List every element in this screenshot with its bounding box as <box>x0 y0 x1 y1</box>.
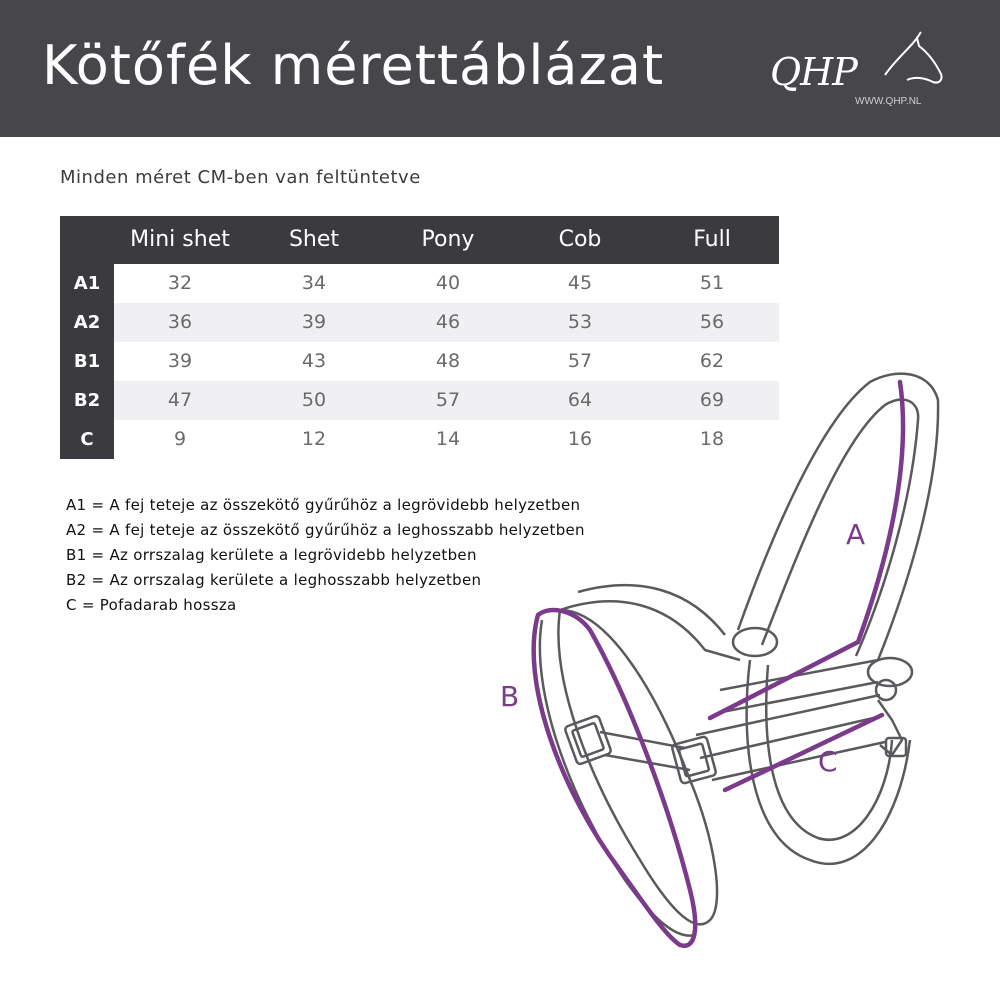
halter-diagram-icon <box>500 360 960 960</box>
column-header-pony: Pony <box>421 227 475 252</box>
table-cell: 69 <box>699 389 725 411</box>
table-cell: 57 <box>435 389 461 411</box>
table-cell: 45 <box>567 272 593 294</box>
table-cell: 18 <box>699 428 725 450</box>
table-cell: 46 <box>435 311 461 333</box>
row-header: B2 <box>60 381 114 420</box>
table-cell: 12 <box>301 428 327 450</box>
table-cell: 64 <box>567 389 593 411</box>
table-cell: 43 <box>301 350 327 372</box>
table-cell: 9 <box>173 428 187 450</box>
qhp-logo[interactable] <box>765 30 955 115</box>
table-cell: 56 <box>699 311 725 333</box>
table-cell: 39 <box>301 311 327 333</box>
label-c: C <box>818 745 838 778</box>
table-cell: 50 <box>301 389 327 411</box>
row-header: C <box>60 420 114 459</box>
page-title: Kötőfék mérettáblázat <box>42 34 665 97</box>
table-cell: 39 <box>167 350 193 372</box>
table-cell: 47 <box>167 389 193 411</box>
table-cell: 40 <box>435 272 461 294</box>
legend-item-b1: B1 = Az orrszalag kerülete a legrövidebb helyzetben <box>66 546 477 564</box>
logo-url[interactable]: WWW.QHP.NL <box>855 96 922 107</box>
table-cell: 32 <box>167 272 193 294</box>
column-header-full: Full <box>693 227 731 252</box>
table-cell: 16 <box>567 428 593 450</box>
label-b: B <box>500 680 520 713</box>
label-a: A <box>846 518 866 551</box>
halter-diagram <box>500 360 960 964</box>
column-header-cob: Cob <box>558 227 602 252</box>
row-header: A2 <box>60 303 114 342</box>
legend-item-b2: B2 = Az orrszalag kerülete a leghosszabb helyzetben <box>66 571 482 589</box>
table-header <box>60 216 779 264</box>
header-banner <box>0 0 1000 137</box>
table-row <box>60 303 779 342</box>
legend-item-a1: A1 = A fej teteje az összekötő gyűrűhöz a legrövidebb helyzetben <box>66 496 581 514</box>
column-header-mini-shet: Mini shet <box>130 227 230 252</box>
legend-item-a2: A2 = A fej teteje az összekötő gyűrűhöz a leghosszabb helyzetben <box>66 521 585 539</box>
column-header-shet: Shet <box>288 227 340 252</box>
table-cell: 14 <box>435 428 461 450</box>
table-cell: 57 <box>567 350 593 372</box>
logo-text: QHP <box>770 50 857 94</box>
table-cell: 62 <box>699 350 725 372</box>
units-note: Minden méret CM-ben van feltüntetve <box>60 167 421 188</box>
table-cell: 51 <box>699 272 725 294</box>
table-cell: 36 <box>167 311 193 333</box>
legend-item-c: C = Pofadarab hossza <box>66 596 237 614</box>
row-header: B1 <box>60 342 114 381</box>
table-cell: 53 <box>567 311 593 333</box>
table-cell: 34 <box>301 272 327 294</box>
row-header: A1 <box>60 264 114 303</box>
table-cell: 48 <box>435 350 461 372</box>
table-row <box>60 264 779 303</box>
